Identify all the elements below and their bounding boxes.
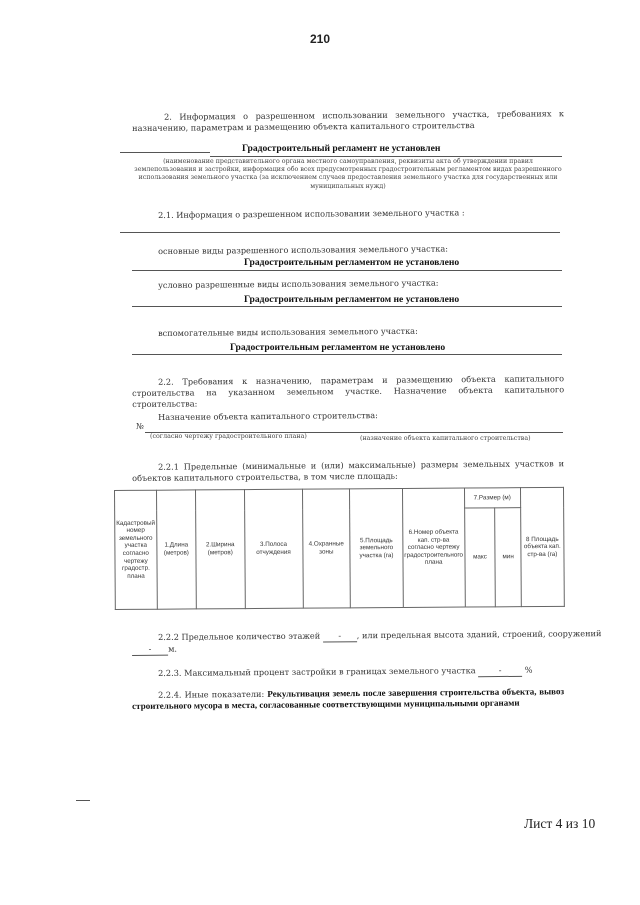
section-2-2-3 [158, 665, 533, 680]
coverage-unit: % [524, 664, 533, 675]
section-2-2-2 [158, 628, 601, 644]
height-value: - [132, 644, 168, 656]
th-size: 7.Размер (м) [464, 488, 520, 508]
floors-label: 2.2.2 Предельное количество этажей [158, 630, 321, 642]
height-unit: м. [167, 643, 178, 654]
page-number: 210 [309, 32, 331, 46]
height-label: , или предельная высота зданий, строений, сооружений [356, 628, 602, 641]
floors-value: - [323, 630, 357, 642]
conditional-uses-label: условно разрешенные виды использования земельного участка: [158, 277, 439, 290]
auxiliary-uses-label: вспомогательные виды использования земельного участка: [158, 325, 418, 338]
conditional-uses-value: Градостроительным регламентом не установлено [244, 294, 460, 305]
th-exclusion-strip: 3.Полоса отчуждения [244, 489, 303, 608]
th-width: 2.Ширина (метров) [196, 490, 245, 609]
section-2-1: 2.1. Информация о разрешенном использовании земельного участка : [158, 207, 465, 220]
th-protected-zones: 4.Охранные зоны [302, 489, 350, 608]
underline [132, 270, 562, 271]
note-plan: (согласно чертежу градостроительного плана) [150, 433, 307, 440]
blank-line [120, 152, 210, 153]
blank-line [120, 232, 560, 233]
parameters-table [114, 487, 565, 610]
section-2-2-1: 2.2.1 Предельные (минимальные и (или) максимальные) размеры земельных участков и объектов капитального строительства, в том числе площадь: [132, 458, 565, 483]
coverage-label: 2.2.3. Максимальный процент застройки в границах земельного участка [158, 665, 476, 678]
th-length: 1.Длина (метров) [156, 490, 196, 609]
th-size-max: макс [464, 508, 496, 607]
auxiliary-uses-value: Градостроительным регламентом не установлено [230, 342, 446, 353]
authority-note: (наименование представительного органа местного самоуправления, реквизиты акта об утверждении правил землепользования и застройки, информация обо всех предусмотренных градостроительным регламентом видах разрешенного использования земельного участка (за исключением случаев предоставления земельного участка для государственных или муниципальных нужд) [134, 158, 562, 190]
th-cadastral: Кадастровый номер земельного участка согласно чертежу градостр. плана [115, 490, 158, 609]
note-name: (назначение объекта капитального строительства) [360, 435, 531, 442]
margin-mark [76, 800, 90, 801]
th-object-area: 8 Площадь объекта кап. стр-ва (га) [520, 487, 564, 606]
number-sign: № [136, 420, 144, 431]
underline [132, 306, 562, 307]
section-2-heading: 2. Информация о разрешенном использовании земельного участка, требованиях к назначению, параметрам и размещению объекта капитального строительства [132, 108, 565, 133]
section-2-2-4 [132, 686, 564, 712]
regulation-not-set: Градостроительный регламент не установлен [242, 143, 441, 154]
th-plot-area: 5.Площадь земельного участка (га) [350, 488, 403, 607]
other-label: 2.2.4. Иные показатели: [157, 688, 265, 700]
underline [132, 354, 562, 355]
underline [210, 156, 562, 157]
section-2-2: 2.2. Требования к назначению, параметрам и размещению объекта капитального строительства на указанном земельном участке. Назначение объекта капитального строительства: [132, 373, 565, 409]
th-size-min: мин [495, 508, 521, 607]
coverage-value: - [478, 665, 522, 677]
section-2-2-2-cont [132, 644, 177, 656]
main-uses-value: Градостроительным регламентом не установлено [244, 257, 460, 268]
sheet-counter: Лист 4 из 10 [524, 816, 596, 831]
purpose-label: Назначение объекта капитального строительства: [158, 410, 378, 422]
th-object-number: 6.Номер объекта кап. стр-ва согласно чертежу градостроительного плана [402, 488, 465, 607]
main-uses-label: основные виды разрешенного использования земельного участка: [158, 243, 449, 256]
other-value: Рекультивация земель после завершения строительства объекта, вывоз строительного мусора в места, согласованные соответствующими муниципальными органами [132, 686, 565, 711]
